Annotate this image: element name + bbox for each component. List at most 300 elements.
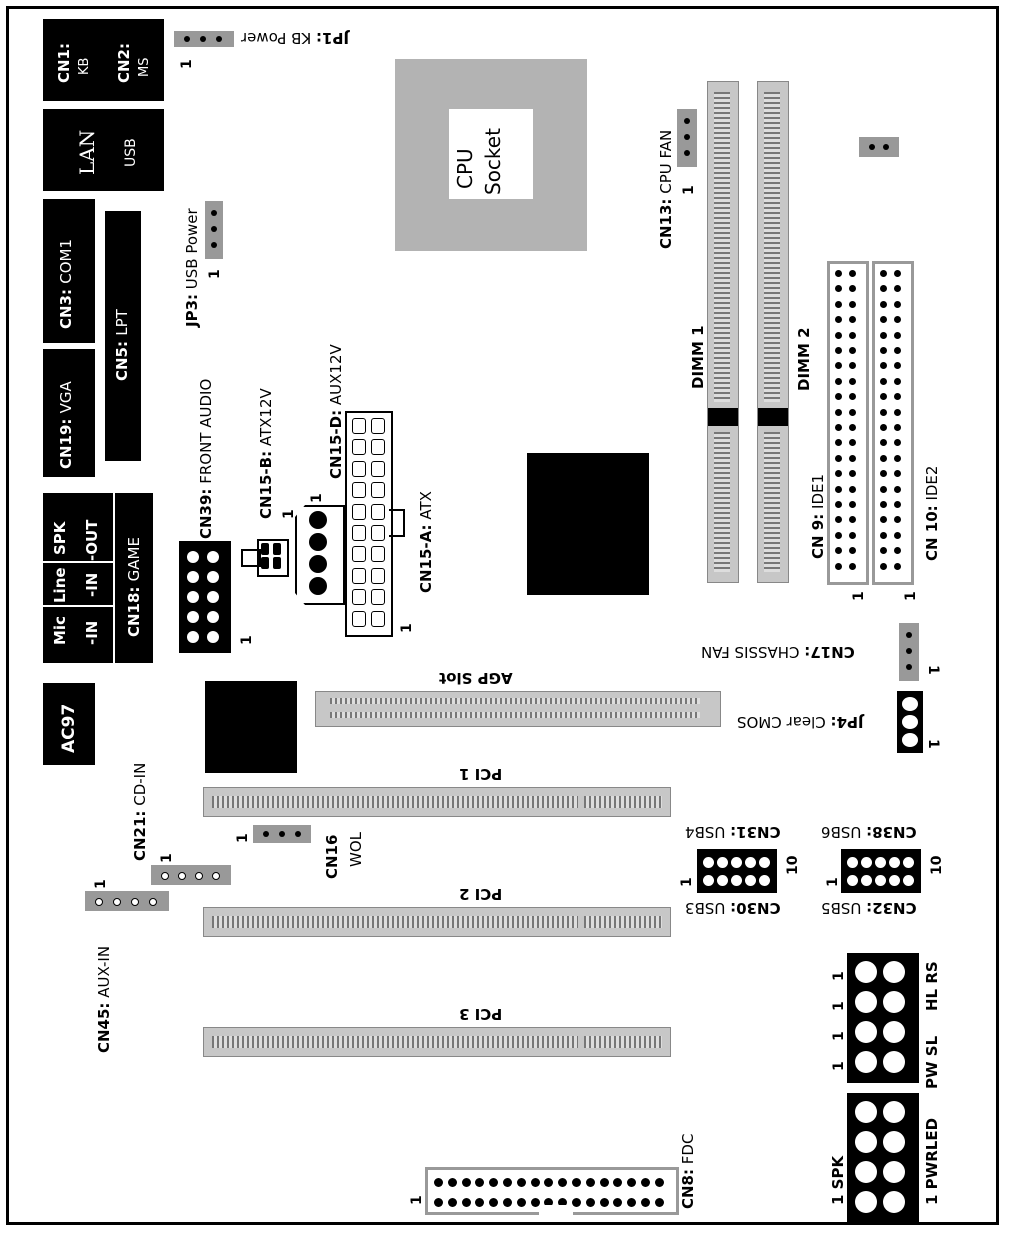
pin xyxy=(835,409,842,416)
pin xyxy=(880,470,887,477)
pin xyxy=(880,532,887,539)
cn8-name: FDC xyxy=(679,1133,697,1165)
com1-port xyxy=(43,199,95,343)
hl-label: HL xyxy=(923,988,941,1011)
pin xyxy=(889,857,900,868)
cn21-label xyxy=(131,763,149,861)
pin xyxy=(903,875,914,886)
pin xyxy=(894,301,901,308)
agp-text: AGP Slot xyxy=(439,669,513,687)
atx-pin xyxy=(352,418,366,434)
cn39-id: CN39: xyxy=(197,488,215,539)
cn18-name: GAME xyxy=(125,537,143,582)
cn10-name: IDE2 xyxy=(923,465,941,501)
cn16-id: CN16 xyxy=(323,834,341,879)
atx-pin xyxy=(352,482,366,498)
pci3-slot xyxy=(203,1027,671,1057)
pin xyxy=(835,316,842,323)
cn31-label xyxy=(685,823,781,841)
atx-pin xyxy=(371,611,385,627)
wol-pin-one: 1 xyxy=(235,833,251,843)
pin xyxy=(627,1198,636,1207)
pin xyxy=(835,470,842,477)
usb34-header xyxy=(697,849,777,893)
cn17-label xyxy=(701,643,855,661)
cn19-name: VGA xyxy=(57,381,75,414)
atx12v-tab xyxy=(241,549,261,567)
pin xyxy=(855,1051,877,1073)
atx-pin xyxy=(371,525,385,541)
atx-latch xyxy=(389,509,405,537)
pin xyxy=(572,1178,581,1187)
cn13-id: CN13: xyxy=(657,198,675,249)
panel-pin-one-b: 1 xyxy=(831,1001,847,1011)
pin xyxy=(489,1178,498,1187)
pin xyxy=(462,1198,471,1207)
pin xyxy=(434,1178,443,1187)
pin xyxy=(717,875,728,886)
pci1-slot xyxy=(203,787,671,817)
pin xyxy=(883,1101,905,1123)
pin xyxy=(207,611,219,623)
atx-pin xyxy=(352,546,366,562)
atx-pin xyxy=(371,568,385,584)
pin xyxy=(835,501,842,508)
pin xyxy=(880,332,887,339)
spk-label: SPK xyxy=(51,521,69,555)
front-panel-lower xyxy=(847,1093,919,1223)
pin xyxy=(759,857,770,868)
pin xyxy=(894,455,901,462)
pin xyxy=(894,393,901,400)
sl-label: SL xyxy=(923,1035,941,1057)
cn39-name: FRONT AUDIO xyxy=(197,378,215,484)
dimm1-text: DIMM 1 xyxy=(689,325,707,389)
jp4-label xyxy=(737,713,864,731)
pin xyxy=(847,857,858,868)
cn9-label xyxy=(809,474,827,559)
pin xyxy=(613,1198,622,1207)
cn10-label xyxy=(923,466,941,561)
jp4-id: JP4: xyxy=(830,713,864,731)
cn16-name-label xyxy=(347,832,365,867)
dimm1-label xyxy=(689,325,707,389)
pin xyxy=(731,857,742,868)
kb-ms-ports xyxy=(43,19,164,101)
cn38-id: CN38: xyxy=(866,823,917,841)
pin xyxy=(894,486,901,493)
pin xyxy=(880,501,887,508)
ide2-connector xyxy=(872,261,914,585)
pwrled-pin-one: 1 xyxy=(923,1194,941,1205)
cd-in-header xyxy=(151,865,231,885)
panel-pin-one-d: 1 xyxy=(831,1061,847,1071)
pwrled-label xyxy=(923,1118,941,1205)
pin xyxy=(894,362,901,369)
audio-jacks xyxy=(43,493,113,663)
cn45-name: AUX-IN xyxy=(95,945,113,998)
jp1-pin-one: 1 xyxy=(179,59,195,69)
pin xyxy=(600,1198,609,1207)
cn1-name: KB xyxy=(77,57,92,75)
pin xyxy=(835,516,842,523)
pin xyxy=(835,439,842,446)
pin xyxy=(855,1131,877,1153)
pin xyxy=(894,378,901,385)
pin xyxy=(503,1198,512,1207)
pin xyxy=(883,991,905,1013)
pin xyxy=(641,1198,650,1207)
atx-power-connector xyxy=(345,411,393,637)
jp4-name: Clear CMOS xyxy=(737,713,826,731)
pin xyxy=(849,332,856,339)
usb34-pin-one: 1 xyxy=(679,877,695,887)
cpu-label-line2: Socket xyxy=(481,128,505,195)
atx-pin xyxy=(352,439,366,455)
pin xyxy=(894,532,901,539)
cn15b-label xyxy=(257,388,275,519)
pin xyxy=(475,1178,484,1187)
pin xyxy=(835,285,842,292)
pci1-text: PCI 1 xyxy=(459,765,503,783)
pin xyxy=(883,1191,905,1213)
pin xyxy=(894,547,901,554)
chassis-fan-header xyxy=(899,623,919,681)
pin xyxy=(880,486,887,493)
cn9-name: IDE1 xyxy=(809,473,827,509)
pin xyxy=(600,1178,609,1187)
ac97-chip xyxy=(43,683,95,765)
line-label: Line xyxy=(51,567,69,603)
pin xyxy=(835,532,842,539)
pin xyxy=(187,631,199,643)
cn39-label xyxy=(197,379,215,539)
cpu-label-line1: CPU xyxy=(453,148,477,189)
usb-label: USB xyxy=(123,138,139,167)
jp3-pin-one: 1 xyxy=(207,269,223,279)
pin xyxy=(849,439,856,446)
cn15d-name: AUX12V xyxy=(327,344,345,406)
pin xyxy=(835,547,842,554)
pin xyxy=(572,1198,581,1207)
dimm2-label xyxy=(795,327,813,391)
pin xyxy=(849,378,856,385)
pin xyxy=(880,393,887,400)
usb34-pin-ten: 10 xyxy=(785,855,801,875)
pin xyxy=(835,424,842,431)
atx-pin xyxy=(352,461,366,477)
pin xyxy=(849,501,856,508)
pin xyxy=(517,1198,526,1207)
pin xyxy=(849,347,856,354)
cn45-id: CN45: xyxy=(95,1002,113,1053)
cn31-name: USB4 xyxy=(685,823,726,841)
pin xyxy=(880,563,887,570)
pin xyxy=(894,316,901,323)
pci3-text: PCI 3 xyxy=(459,1005,503,1023)
pin xyxy=(835,378,842,385)
atx-pin-one: 1 xyxy=(399,623,415,633)
cn5-id: CN5: xyxy=(113,341,131,381)
motherboard-layout xyxy=(6,6,999,1225)
pin xyxy=(855,1101,877,1123)
clear-cmos-jumper xyxy=(897,691,923,753)
wol-header xyxy=(253,825,311,843)
pin xyxy=(894,270,901,277)
pin xyxy=(835,362,842,369)
pin xyxy=(849,316,856,323)
jp4-pin-one: 1 xyxy=(925,739,941,749)
cn32-label xyxy=(821,899,917,917)
cn13-name: CPU FAN xyxy=(657,129,675,194)
lan-label: LAN xyxy=(75,129,99,175)
io-chip xyxy=(205,681,297,773)
pin xyxy=(655,1198,664,1207)
chipset xyxy=(527,453,649,595)
pin xyxy=(894,285,901,292)
pin xyxy=(207,551,219,563)
atx-pin xyxy=(371,589,385,605)
lpt-port xyxy=(105,211,141,461)
jp3-id: JP3: xyxy=(183,293,201,327)
jp3-header xyxy=(205,201,223,259)
pin xyxy=(880,362,887,369)
cn21-name: CD-IN xyxy=(131,762,149,806)
pin xyxy=(880,455,887,462)
pin xyxy=(835,455,842,462)
cn15b-name: ATX12V xyxy=(257,388,275,447)
pin xyxy=(880,439,887,446)
usb56-pin-one: 1 xyxy=(825,877,841,887)
atx-pin xyxy=(352,568,366,584)
panel-pin-one-c: 1 xyxy=(831,1031,847,1041)
cn15b-pin-one: 1 xyxy=(281,509,297,519)
pin xyxy=(883,1051,905,1073)
pin xyxy=(880,547,887,554)
pci3-label xyxy=(459,1005,502,1023)
pin xyxy=(849,393,856,400)
cn15d-label xyxy=(327,344,345,479)
pin xyxy=(448,1178,457,1187)
pin xyxy=(849,532,856,539)
pin xyxy=(835,332,842,339)
cn15a-id: CN15-A: xyxy=(417,524,435,593)
atx-pin xyxy=(371,461,385,477)
hl-rs-label xyxy=(923,961,941,1011)
pin xyxy=(855,991,877,1013)
atx-pin xyxy=(371,504,385,520)
aux12v-pin-one: 1 xyxy=(309,493,325,503)
cn18-id: CN18: xyxy=(125,586,143,637)
pin xyxy=(586,1178,595,1187)
atx-pin xyxy=(371,482,385,498)
jp1-label xyxy=(241,29,349,47)
cn38-label xyxy=(821,823,917,841)
cn15a-label xyxy=(417,491,435,593)
pin xyxy=(703,875,714,886)
pw-sl-label xyxy=(923,1036,941,1089)
aux-in-header xyxy=(85,891,169,911)
rs-label: RS xyxy=(923,961,941,984)
pin xyxy=(717,857,728,868)
pin xyxy=(880,270,887,277)
cn2-name: MS xyxy=(137,57,152,77)
pin xyxy=(731,875,742,886)
cn31-id: CN31: xyxy=(730,823,781,841)
pci1-label xyxy=(459,765,502,783)
ide1-connector xyxy=(827,261,869,585)
pin xyxy=(875,857,886,868)
pin xyxy=(462,1178,471,1187)
usb56-pin-ten: 10 xyxy=(929,855,945,875)
atx-pin xyxy=(371,439,385,455)
cn30-id: CN30: xyxy=(730,899,781,917)
cn16-id-label xyxy=(323,835,341,879)
pin xyxy=(745,875,756,886)
dimm2-slot xyxy=(757,81,789,583)
pin xyxy=(894,516,901,523)
pin xyxy=(849,301,856,308)
cn30-name: USB3 xyxy=(685,899,726,917)
pin xyxy=(503,1178,512,1187)
pin xyxy=(187,611,199,623)
cn3-name: COM1 xyxy=(57,239,75,284)
pin xyxy=(849,547,856,554)
atx-pin xyxy=(352,504,366,520)
pin xyxy=(883,1021,905,1043)
cn5-name: LPT xyxy=(113,309,131,336)
pin xyxy=(894,332,901,339)
pin xyxy=(855,1021,877,1043)
cn3-id: CN3: xyxy=(57,289,75,329)
pin xyxy=(903,857,914,868)
pin xyxy=(745,857,756,868)
game-port xyxy=(115,493,153,663)
cn45-label xyxy=(95,946,113,1053)
pin xyxy=(875,875,886,886)
cn16-name: WOL xyxy=(347,832,365,867)
pin xyxy=(894,409,901,416)
pin xyxy=(849,486,856,493)
pin xyxy=(835,347,842,354)
cn17-id: CN17: xyxy=(804,643,855,661)
pin xyxy=(835,563,842,570)
cpu-fan-header xyxy=(677,109,697,167)
line-in-label: -IN xyxy=(83,572,101,597)
pin xyxy=(894,470,901,477)
pin xyxy=(861,857,872,868)
pin xyxy=(861,875,872,886)
cn13-pin-one: 1 xyxy=(681,185,697,195)
cn30-label xyxy=(685,899,781,917)
spk-panel-text: SPK xyxy=(829,1155,847,1190)
pin xyxy=(894,501,901,508)
pin xyxy=(889,875,900,886)
atx-pin xyxy=(352,589,366,605)
ac97-label: AC97 xyxy=(59,703,79,753)
jp3-label xyxy=(183,208,201,327)
pin xyxy=(627,1178,636,1187)
cn15d-id: CN15-D: xyxy=(327,409,345,479)
pin xyxy=(531,1178,540,1187)
pci2-slot xyxy=(203,907,671,937)
cn19-id: CN19: xyxy=(57,418,75,469)
agp-label xyxy=(439,669,513,687)
pin xyxy=(448,1198,457,1207)
two-pin-header xyxy=(859,137,899,157)
pin xyxy=(849,470,856,477)
pin xyxy=(759,875,770,886)
atx-pin xyxy=(371,418,385,434)
pin xyxy=(883,1161,905,1183)
pin xyxy=(894,563,901,570)
cn9-id: CN 9: xyxy=(809,513,827,559)
pin xyxy=(880,424,887,431)
pin xyxy=(641,1178,650,1187)
pin xyxy=(544,1178,553,1187)
cn39-pin-one: 1 xyxy=(239,635,255,645)
pin xyxy=(849,285,856,292)
dimm2-text: DIMM 2 xyxy=(795,327,813,391)
cn38-name: USB6 xyxy=(821,823,862,841)
pin xyxy=(855,1191,877,1213)
pin xyxy=(835,270,842,277)
pw-label: PW xyxy=(923,1061,941,1089)
cn21-id: CN21: xyxy=(131,810,149,861)
agp-slot xyxy=(315,691,721,727)
spk-panel-label xyxy=(829,1156,847,1205)
cn2-id: CN2: xyxy=(115,43,133,83)
pin xyxy=(880,378,887,385)
pin xyxy=(586,1198,595,1207)
front-audio-header xyxy=(179,541,231,653)
pin xyxy=(883,1131,905,1153)
pin xyxy=(835,393,842,400)
mic-label: Mic xyxy=(51,616,69,645)
cn15b-id: CN15-B: xyxy=(257,450,275,519)
pin xyxy=(849,516,856,523)
usb56-header xyxy=(841,849,921,893)
pin xyxy=(187,591,199,603)
pin xyxy=(207,591,219,603)
cn10-id: CN 10: xyxy=(923,505,941,561)
pin xyxy=(894,347,901,354)
lan-usb-ports xyxy=(43,109,164,191)
pwrled-text: PWRLED xyxy=(923,1117,941,1190)
ide1-pin-one: 1 xyxy=(851,591,867,601)
cn8-id: CN8: xyxy=(679,1169,697,1209)
pin xyxy=(855,1161,877,1183)
pin xyxy=(849,455,856,462)
cpu-socket xyxy=(395,59,587,251)
pin xyxy=(835,486,842,493)
cn1-id: CN1: xyxy=(55,43,73,83)
cn32-name: USB5 xyxy=(821,899,862,917)
pin xyxy=(880,316,887,323)
cn8-label xyxy=(679,1134,697,1209)
pin xyxy=(475,1198,484,1207)
cn32-id: CN32: xyxy=(866,899,917,917)
cn17-pin-one: 1 xyxy=(925,665,941,675)
cn45-pin-one: 1 xyxy=(93,879,109,889)
pin xyxy=(835,301,842,308)
jp1-id: JP1: xyxy=(316,29,350,47)
front-panel-upper xyxy=(847,953,919,1083)
pin xyxy=(880,301,887,308)
atx-pin xyxy=(371,546,385,562)
pin xyxy=(880,285,887,292)
pin xyxy=(517,1178,526,1187)
